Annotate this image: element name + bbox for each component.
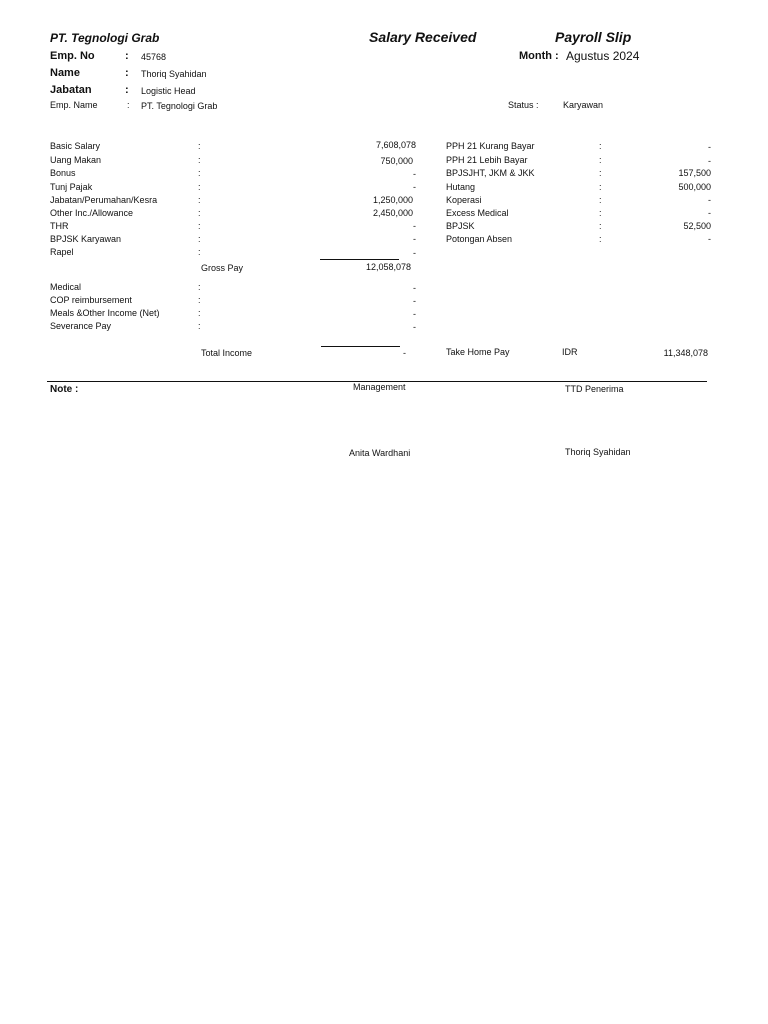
deduction-label-bpjsjht: BPJSJHT, JKM & JKK — [446, 168, 535, 178]
income-colon: : — [198, 234, 201, 244]
name-label: Name — [50, 67, 80, 79]
emp-no-value: 45768 — [141, 52, 167, 62]
income-colon: : — [198, 141, 201, 151]
income-label-rapel: Rapel — [50, 247, 74, 257]
emp-name-label: Emp. Name — [50, 100, 98, 110]
deduction-value-potongan-absen: - — [708, 234, 711, 244]
total-income-value: - — [403, 348, 406, 358]
other-income-label-medical: Medical — [50, 282, 82, 292]
take-home-value: 11,348,078 — [663, 348, 708, 358]
jabatan-value: Logistic Head — [141, 86, 196, 96]
company-name: PT. Tegnologi Grab — [50, 31, 160, 45]
deduction-label-excess-medical: Excess Medical — [446, 208, 509, 218]
income-value-uang-makan: 750,000 — [380, 156, 413, 166]
gross-pay-value: 12,058,078 — [365, 262, 411, 272]
deduction-value-bpjsjht: 157,500 — [678, 168, 711, 178]
other-income-value-meals: - — [413, 309, 416, 319]
total-income-label: Total Income — [201, 348, 253, 358]
income-colon: : — [198, 168, 201, 178]
deduction-colon: : — [599, 168, 602, 178]
salary-received-title: Salary Received — [369, 29, 477, 45]
jabatan-colon: : — [125, 84, 129, 96]
month-value: Agustus 2024 — [566, 49, 640, 63]
income-value-bpjsk-karyawan: - — [413, 234, 416, 244]
income-value-tunj-pajak: - — [413, 182, 416, 192]
income-value-jabatan: 1,250,000 — [372, 195, 413, 205]
deduction-label-potongan-absen: Potongan Absen — [446, 234, 513, 244]
other-income-colon: : — [198, 308, 201, 318]
emp-name-value: PT. Tegnologi Grab — [141, 101, 218, 111]
income-label-jabatan: Jabatan/Perumahan/Kesra — [50, 195, 158, 205]
note-label: Note : — [50, 384, 79, 395]
take-home-currency: IDR — [562, 347, 578, 357]
status-value: Karyawan — [563, 100, 604, 110]
income-label-bpjsk-karyawan: BPJSK Karyawan — [50, 234, 122, 244]
income-label-thr: THR — [50, 221, 69, 231]
gross-pay-label: Gross Pay — [201, 263, 244, 273]
deduction-value-pph21-lebih: - — [708, 156, 711, 166]
management-signatory: Anita Wardhani — [349, 448, 411, 458]
income-colon: : — [198, 221, 201, 231]
other-income-value-severance: - — [413, 322, 416, 332]
deduction-label-bpjsk: BPJSK — [446, 221, 475, 231]
deduction-label-pph21-lebih: PPH 21 Lebih Bayar — [446, 155, 528, 165]
name-value: Thoriq Syahidan — [141, 69, 207, 79]
jabatan-label: Jabatan — [50, 84, 92, 96]
other-income-label-meals: Meals &Other Income (Net) — [50, 308, 160, 318]
deduction-colon: : — [599, 195, 602, 205]
deduction-colon: : — [599, 155, 602, 165]
deduction-label-koperasi: Koperasi — [446, 195, 482, 205]
receiver-signatory: Thoriq Syahidan — [565, 447, 631, 457]
deduction-label-pph21-kurang: PPH 21 Kurang Bayar — [446, 141, 535, 151]
income-colon: : — [198, 195, 201, 205]
deduction-colon: : — [599, 221, 602, 231]
deduction-colon: : — [599, 141, 602, 151]
receiver-label: TTD Penerima — [565, 384, 624, 394]
income-value-other-inc: 2,450,000 — [372, 208, 413, 218]
income-label-other-inc: Other Inc./Allowance — [50, 208, 134, 218]
income-value-bonus: - — [413, 169, 416, 179]
other-income-colon: : — [198, 282, 201, 292]
other-income-value-medical: - — [413, 283, 416, 293]
income-label-bonus: Bonus — [50, 168, 76, 178]
status-label: Status : — [508, 100, 539, 110]
income-value-thr: - — [413, 221, 416, 231]
deduction-value-hutang: 500,000 — [678, 182, 711, 192]
deduction-label-hutang: Hutang — [446, 182, 476, 192]
deduction-colon: : — [599, 208, 602, 218]
income-colon: : — [198, 155, 201, 165]
emp-no-colon: : — [125, 50, 129, 62]
payroll-slip-title: Payroll Slip — [555, 29, 632, 45]
take-home-label: Take Home Pay — [446, 347, 510, 357]
emp-name-colon: : — [127, 100, 130, 110]
deduction-value-pph21-kurang: - — [708, 142, 711, 152]
income-colon: : — [198, 182, 201, 192]
income-value-basic-salary: 7,608,078 — [375, 140, 416, 150]
other-income-value-cop: - — [413, 296, 416, 306]
gross-pay-rule — [320, 259, 399, 260]
other-income-label-cop: COP reimbursement — [50, 295, 132, 305]
income-label-basic-salary: Basic Salary — [50, 141, 101, 151]
emp-no-label: Emp. No — [50, 50, 95, 62]
deduction-value-koperasi: - — [708, 195, 711, 205]
deduction-colon: : — [599, 234, 602, 244]
income-label-tunj-pajak: Tunj Pajak — [50, 182, 93, 192]
income-label-uang-makan: Uang Makan — [50, 155, 102, 165]
other-income-colon: : — [198, 321, 201, 331]
deduction-value-bpjsk: 52,500 — [683, 221, 711, 231]
other-income-label-severance: Severance Pay — [50, 321, 112, 331]
name-colon: : — [125, 67, 129, 79]
month-label: Month : — [519, 50, 559, 62]
income-value-rapel: - — [413, 248, 416, 258]
income-colon: : — [198, 247, 201, 257]
income-colon: : — [198, 208, 201, 218]
other-income-colon: : — [198, 295, 201, 305]
total-income-rule — [321, 346, 400, 347]
deduction-colon: : — [599, 182, 602, 192]
management-label: Management — [353, 382, 406, 392]
deduction-value-excess-medical: - — [708, 208, 711, 218]
